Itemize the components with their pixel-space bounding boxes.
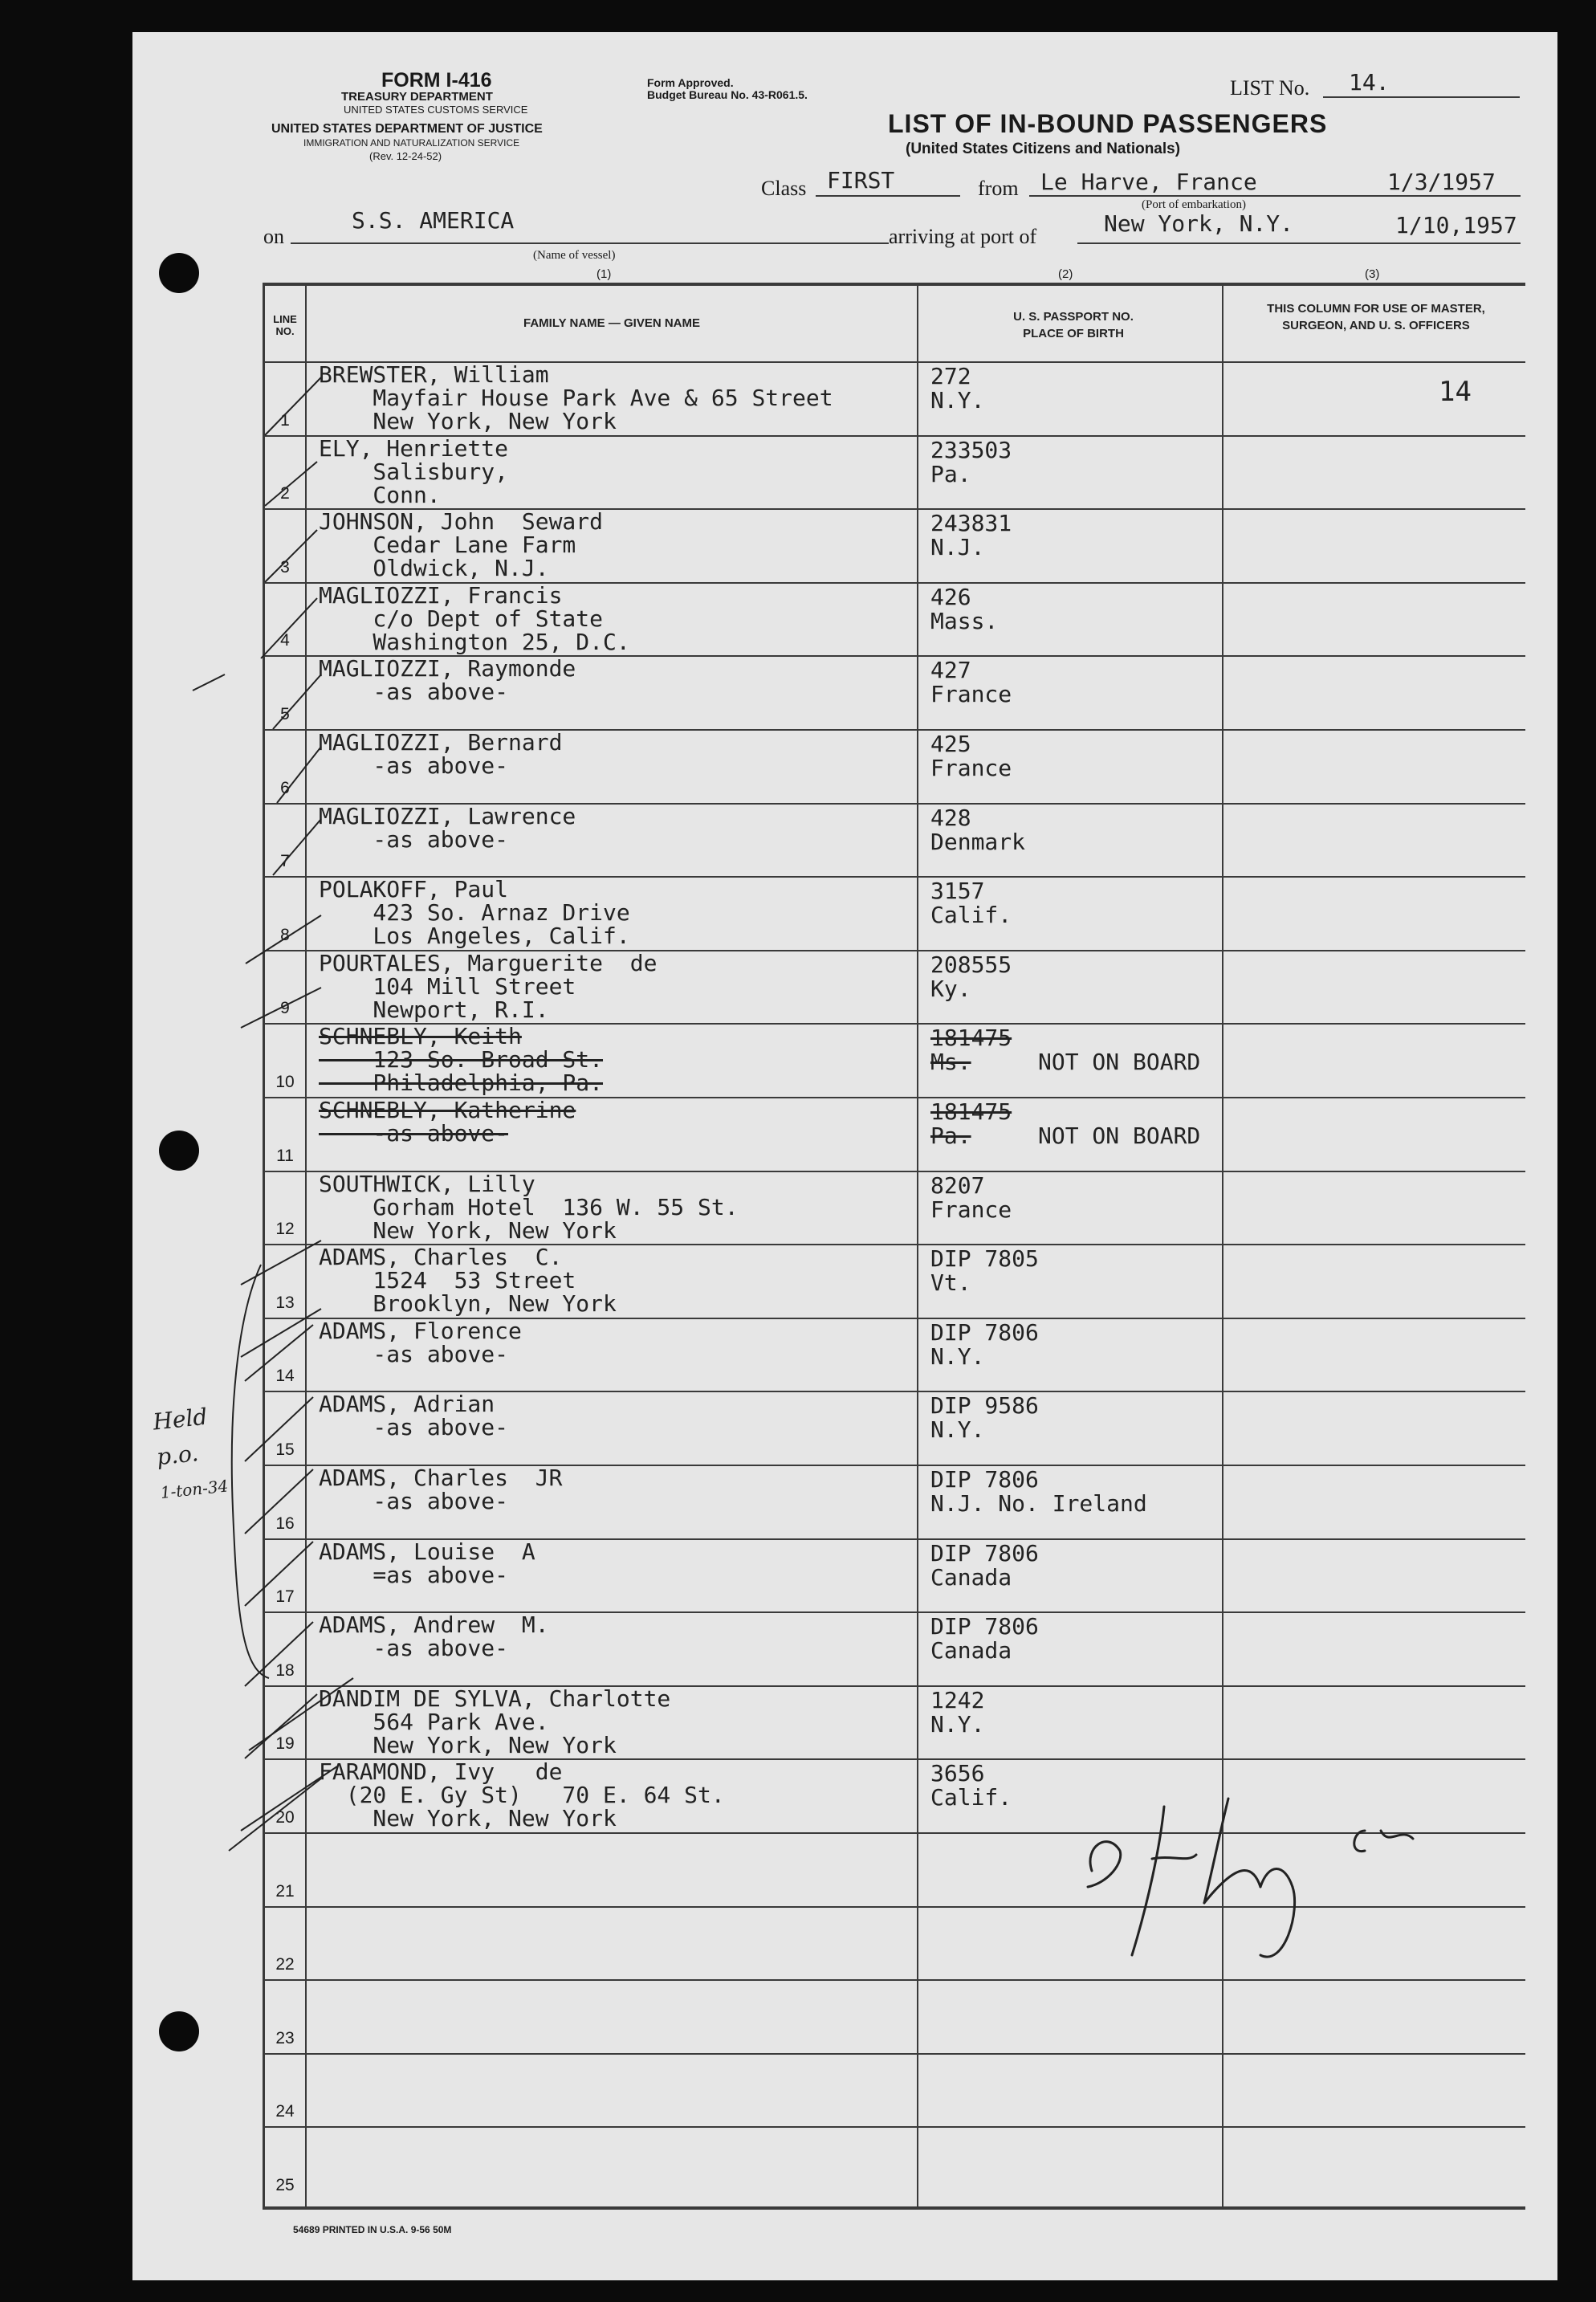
passport-place-line: 8207: [930, 1171, 985, 1199]
from-label: from: [978, 177, 1019, 200]
passenger-name-line: Cedar Lane Farm: [319, 532, 576, 559]
passenger-name-line: MAGLIOZZI, Bernard: [319, 729, 563, 756]
margin-note-line-3: 1-ton-34: [159, 1476, 230, 1503]
column-1-marker: (1): [596, 267, 612, 281]
passenger-name-line: -as above-: [319, 1340, 509, 1367]
passport-place-line: 181475: [930, 1098, 1012, 1125]
footer-print-info: 54689 PRINTED IN U.S.A. 9-56 50M: [293, 2224, 452, 2235]
passenger-name-line: New York, New York: [319, 1805, 617, 1832]
passport-place-line: 243831: [930, 510, 1012, 537]
passport-place-line: 181475: [930, 1025, 1012, 1052]
list-no-label: LIST No.: [1230, 76, 1310, 100]
passenger-name-line: Mayfair House Park Ave & 65 Street: [319, 385, 833, 411]
passport-place-line: Calif.: [930, 902, 1012, 929]
class-label: Class: [761, 177, 807, 200]
row-line-number: 19: [275, 1734, 295, 1754]
passport-place-line: 1242: [930, 1686, 985, 1713]
passenger-name-line: MAGLIOZZI, Raymonde: [319, 655, 576, 682]
not-on-board-note: NOT ON BOARD: [1038, 1122, 1201, 1149]
passport-place-line: Denmark: [930, 828, 1026, 855]
passenger-name-line: ADAMS, Louise A: [319, 1538, 535, 1565]
row-line-number: 9: [280, 999, 290, 1018]
margin-note-line-2: p.o.: [155, 1440, 200, 1471]
passenger-name-line: ADAMS, Charles JR: [319, 1465, 563, 1491]
passenger-name-line: JOHNSON, John Seward: [319, 508, 604, 536]
row-line-number: 11: [276, 1146, 294, 1165]
passport-place-line: Canada: [930, 1637, 1012, 1664]
row-line-number: 24: [275, 2102, 295, 2121]
passenger-name-line: SOUTHWICK, Lilly: [319, 1170, 535, 1197]
passenger-name-line: New York, New York: [319, 1731, 617, 1758]
passenger-name-line: 564 Park Ave.: [319, 1708, 549, 1735]
passport-place-line: DIP 7805: [930, 1245, 1039, 1273]
row-line-number: 7: [280, 852, 290, 871]
passport-place-line: Calif.: [930, 1784, 1012, 1811]
class-value: FIRST: [827, 167, 895, 194]
passenger-name-line: FARAMOND, Ivy de: [319, 1758, 563, 1786]
dept-immigration: IMMIGRATION AND NATURALIZATION SERVICE: [303, 137, 520, 149]
passport-place-line: Ky.: [930, 975, 971, 1002]
passenger-name-line: 1524 53 Street: [319, 1267, 576, 1294]
passport-place-line: Pa.: [930, 460, 971, 487]
budget-number: Budget Bureau No. 43-R061.5.: [647, 88, 808, 101]
passenger-name-line: 123 So. Broad St.: [319, 1046, 604, 1074]
officer-mark: 14: [1439, 376, 1472, 408]
passenger-name-line: MAGLIOZZI, Lawrence: [319, 802, 576, 829]
passport-place-line: 428: [930, 804, 971, 831]
passenger-name-line: BREWSTER, William: [319, 361, 549, 388]
form-revision: (Rev. 12-24-52): [369, 150, 442, 162]
row-line-number: 20: [275, 1807, 295, 1827]
page-subtitle: (United States Citizens and Nationals): [906, 141, 1181, 157]
passenger-name-line: Conn.: [319, 481, 441, 508]
port-embark-label: (Port of embarkation): [1142, 198, 1246, 211]
form-approved: Form Approved.: [647, 76, 734, 89]
passenger-name-line: 104 Mill Street: [319, 972, 576, 1000]
row-line-number: 5: [280, 704, 290, 723]
passenger-name-line: MAGLIOZZI, Francis: [319, 581, 563, 609]
passenger-name-line: POURTALES, Marguerite de: [319, 949, 658, 976]
passport-place-line: N.J.: [930, 534, 985, 561]
row-line-number: 10: [275, 1072, 295, 1091]
arrival-date: 1/10,1957: [1395, 212, 1517, 238]
passport-place-line: DIP 7806: [930, 1466, 1039, 1493]
arriving-label: arriving at port of: [889, 225, 1037, 248]
dept-treasury: TREASURY DEPARTMENT: [341, 90, 493, 104]
column-3-marker: (3): [1365, 267, 1380, 281]
passenger-name-line: ADAMS, Adrian: [319, 1391, 495, 1418]
form-number: FORM I-416: [381, 69, 492, 92]
row-line-number: 13: [275, 1293, 295, 1312]
list-no-value: 14.: [1349, 69, 1390, 96]
dept-customs: UNITED STATES CUSTOMS SERVICE: [344, 104, 528, 116]
row-line-number: 22: [275, 1955, 295, 1974]
passenger-name-line: -as above-: [319, 825, 509, 853]
header-line-no: LINE NO.: [273, 313, 297, 337]
row-line-number: 17: [275, 1587, 295, 1607]
passenger-name-line: Los Angeles, Calif.: [319, 923, 630, 950]
passport-place-line: N.Y.: [930, 387, 985, 414]
passenger-name-line: New York, New York: [319, 408, 617, 434]
passport-place-line: 426: [930, 583, 971, 610]
row-line-number: 16: [275, 1514, 295, 1533]
header-officers: THIS COLUMN FOR USE OF MASTER, SURGEON, AND U. S. OFFICERS: [1267, 302, 1485, 332]
passport-place-line: 272: [930, 363, 971, 389]
passenger-name-line: Newport, R.I.: [319, 996, 549, 1023]
passenger-name-line: -as above-: [319, 1488, 509, 1514]
passport-place-line: Canada: [930, 1563, 1012, 1591]
passenger-name-line: ELY, Henriette: [319, 434, 509, 462]
passport-place-line: 3656: [930, 1760, 985, 1787]
passenger-name-line: DANDIM DE SYLVA, Charlotte: [319, 1685, 671, 1712]
passenger-name-line: -as above-: [319, 1120, 509, 1147]
row-line-number: 15: [275, 1440, 295, 1459]
row-line-number: 1: [280, 410, 290, 430]
passenger-name-line: SCHNEBLY, Katherine: [319, 1097, 576, 1123]
page-title: LIST OF IN-BOUND PASSENGERS: [888, 109, 1328, 138]
passport-place-line: 233503: [930, 436, 1012, 463]
passport-place-line: DIP 7806: [930, 1539, 1039, 1567]
passenger-name-line: Washington 25, D.C.: [319, 628, 630, 655]
row-line-number: 18: [275, 1660, 295, 1680]
passenger-name-line: -as above-: [319, 678, 509, 706]
vessel-name-label: (Name of vessel): [533, 249, 616, 262]
passenger-name-line: c/o Dept of State: [319, 605, 604, 632]
not-on-board-note: NOT ON BOARD: [1038, 1049, 1201, 1076]
passenger-name-line: ADAMS, Florence: [319, 1317, 522, 1344]
header-passport: U. S. PASSPORT NO. PLACE OF BIRTH: [1013, 310, 1134, 340]
passport-place-line: 208555: [930, 951, 1012, 978]
vessel-name: S.S. AMERICA: [352, 207, 515, 234]
from-value: Le Harve, France: [1040, 169, 1257, 195]
arrival-port: New York, N.Y.: [1104, 210, 1294, 237]
passport-place-line: DIP 7806: [930, 1318, 1039, 1346]
on-label: on: [263, 225, 284, 248]
passport-place-line: DIP 9586: [930, 1392, 1039, 1420]
passenger-name-line: ADAMS, Andrew M.: [319, 1611, 549, 1639]
passenger-name-line: -as above-: [319, 1414, 509, 1441]
passenger-name-line: Oldwick, N.J.: [319, 555, 549, 582]
row-line-number: 8: [280, 925, 290, 944]
passenger-name-line: Gorham Hotel 136 W. 55 St.: [319, 1193, 739, 1220]
passenger-name-line: Philadelphia, Pa.: [319, 1070, 604, 1097]
row-line-number: 2: [280, 484, 290, 503]
row-line-number: 4: [280, 631, 290, 650]
passport-place-line: 425: [930, 731, 971, 757]
passenger-name-line: =as above-: [319, 1561, 509, 1588]
passenger-name-line: -as above-: [319, 1635, 509, 1662]
passenger-name-line: SCHNEBLY, Keith: [319, 1023, 522, 1050]
margin-note: [151, 1398, 230, 1510]
passenger-name-line: (20 E. Gy St) 70 E. 64 St.: [319, 1782, 725, 1809]
passenger-name-line: -as above-: [319, 752, 509, 779]
row-line-number: 25: [275, 2175, 295, 2194]
passport-place-line: 3157: [930, 878, 985, 905]
row-line-number: 6: [280, 778, 290, 797]
dept-justice: UNITED STATES DEPARTMENT OF JUSTICE: [271, 122, 543, 136]
margin-note-line-1: Held: [151, 1403, 209, 1436]
passport-place-line: DIP 7806: [930, 1613, 1039, 1640]
passport-place-line: France: [930, 681, 1012, 708]
row-line-number: 3: [280, 557, 290, 577]
passport-place-line: 427: [930, 657, 971, 684]
passport-place-line: N.Y.: [930, 1342, 985, 1370]
passport-place-line: France: [930, 755, 1012, 781]
passport-place-line: N.Y.: [930, 1710, 985, 1738]
passport-place-line: France: [930, 1196, 1012, 1223]
column-2-marker: (2): [1058, 267, 1073, 281]
passport-place-line: N.J. No. Ireland: [930, 1490, 1147, 1517]
signature: [1076, 1783, 1493, 1983]
passenger-name-line: Brooklyn, New York: [319, 1290, 617, 1318]
row-line-number: 12: [275, 1220, 295, 1239]
passenger-name-line: POLAKOFF, Paul: [319, 876, 509, 903]
row-line-number: 14: [275, 1367, 295, 1386]
row-line-number: 21: [275, 1881, 295, 1901]
passenger-name-line: 423 So. Arnaz Drive: [319, 899, 630, 927]
passport-place-line: Mass.: [930, 607, 999, 634]
passport-place-line: Vt.: [930, 1269, 971, 1297]
passenger-name-line: ADAMS, Charles C.: [319, 1244, 563, 1271]
header-family-name: FAMILY NAME — GIVEN NAME: [523, 316, 701, 330]
passport-place-line: Pa.: [930, 1122, 971, 1149]
passport-place-line: Ms.: [930, 1049, 971, 1076]
row-line-number: 23: [275, 2028, 295, 2047]
departure-date: 1/3/1957: [1387, 169, 1496, 195]
passenger-name-line: New York, New York: [319, 1216, 617, 1244]
passport-place-line: N.Y.: [930, 1416, 985, 1444]
passenger-name-line: Salisbury,: [319, 458, 509, 485]
